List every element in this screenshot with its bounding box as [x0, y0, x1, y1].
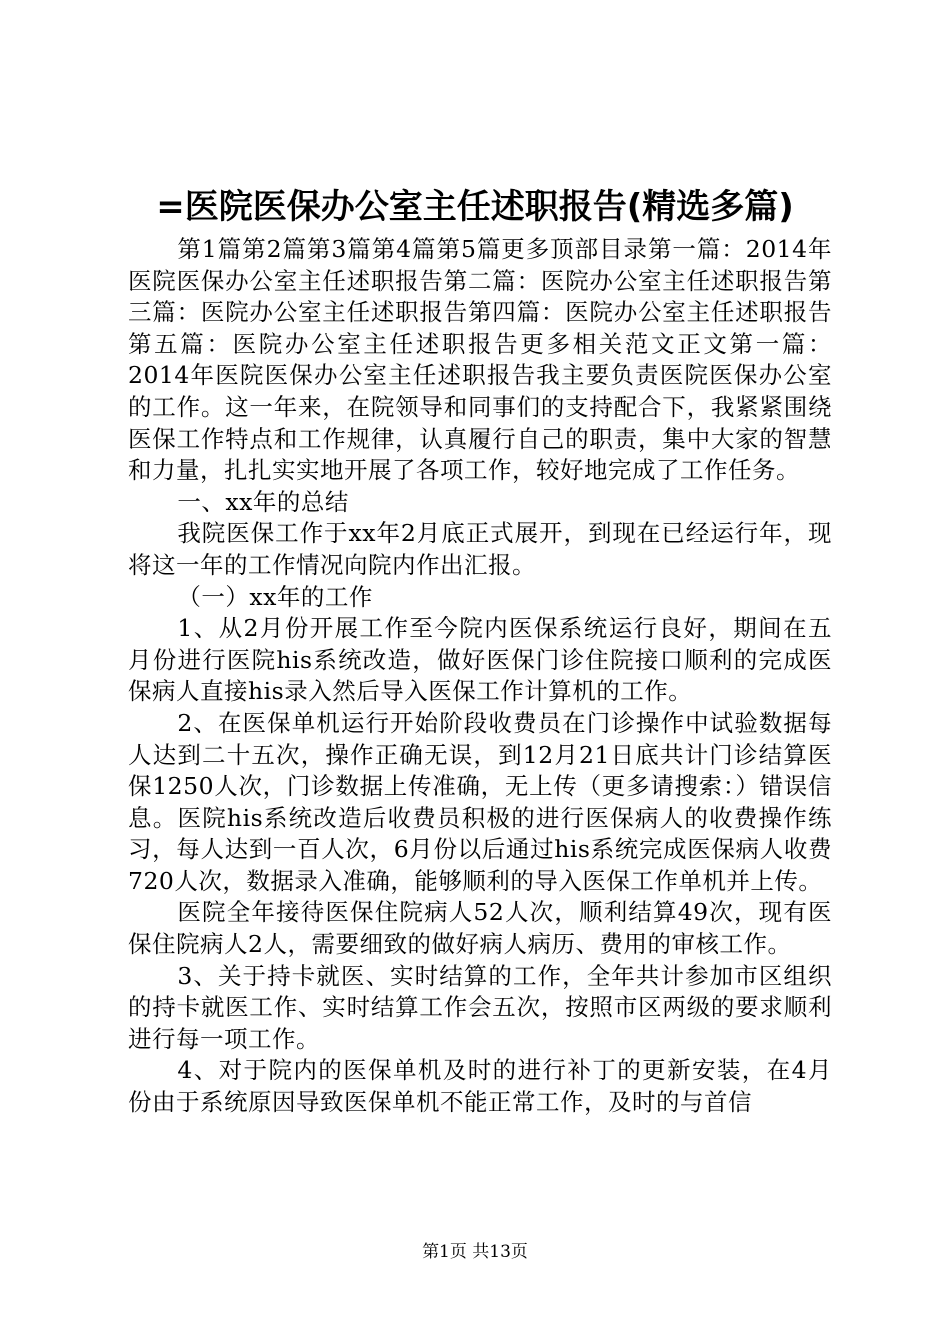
paragraph: 2、在医保单机运行开始阶段收费员在门诊操作中试验数据每人达到二十五次，操作正确无误，到12月21日底共计门诊结算医保1250人次，门诊数据上传准确，无上传（更多请搜索：）错误信息。医院his系统改造后收费员积极的进行医保病人的收费操作练习，每人达到一百人次，6月份以后通过his系统完成医保病人收费720人次，数据录入准确，能够顺利的导入医保工作单机并上传。	[128, 708, 832, 895]
paragraph: 4、对于院内的医保单机及时的进行补丁的更新安装，在4月份由于系统原因导致医保单机不能正常工作，及时的与首信	[128, 1056, 832, 1117]
paragraph: 我院医保工作于xx年2月底正式展开，到现在已经运行年，现将这一年的工作情况向院内作出汇报。	[128, 519, 832, 579]
document-title: =医院医保办公室主任述职报告(精选多篇)	[156, 187, 794, 227]
paragraph: 医院全年接待医保住院病人52人次，顺利结算49次，现有医保住院病人2人，需要细致的做好病人病历、费用的审核工作。	[128, 898, 832, 959]
page-footer: 第1页 共13页	[422, 1242, 528, 1262]
section-heading: 一、xx年的总结	[177, 487, 349, 516]
paragraph: 第1篇第2篇第3篇第4篇第5篇更多顶部目录第一篇：2014年医院医保办公室主任述职报告第二篇：医院办公室主任述职报告第三篇：医院办公室主任述职报告第四篇：医院办公室主任述职报告第五篇：医院办公室主任述职报告更多相关范文正文第一篇：2014年医院医保办公室主任述职报告我主要负责医院医保办公室的工作。这一年来，在院领导和同事们的支持配合下，我紧紧围绕医保工作特点和工作规律，认真履行自己的职责，集中大家的智慧和力量，扎扎实实地开展了各项工作，较好地完成了工作任务。	[128, 235, 832, 485]
paragraph: 1、从2月份开展工作至今院内医保系统运行良好，期间在五月份进行医院his系统改造，做好医保门诊住院接口顺利的完成医保病人直接his录入然后导入医保工作计算机的工作。	[128, 614, 832, 706]
document-body	[128, 234, 832, 1119]
subsection-heading: （一）xx年的工作	[177, 582, 373, 611]
paragraph: 3、关于持卡就医、实时结算的工作，全年共计参加市区组织的持卡就医工作、实时结算工作会五次，按照市区两级的要求顺利进行每一项工作。	[128, 961, 832, 1053]
